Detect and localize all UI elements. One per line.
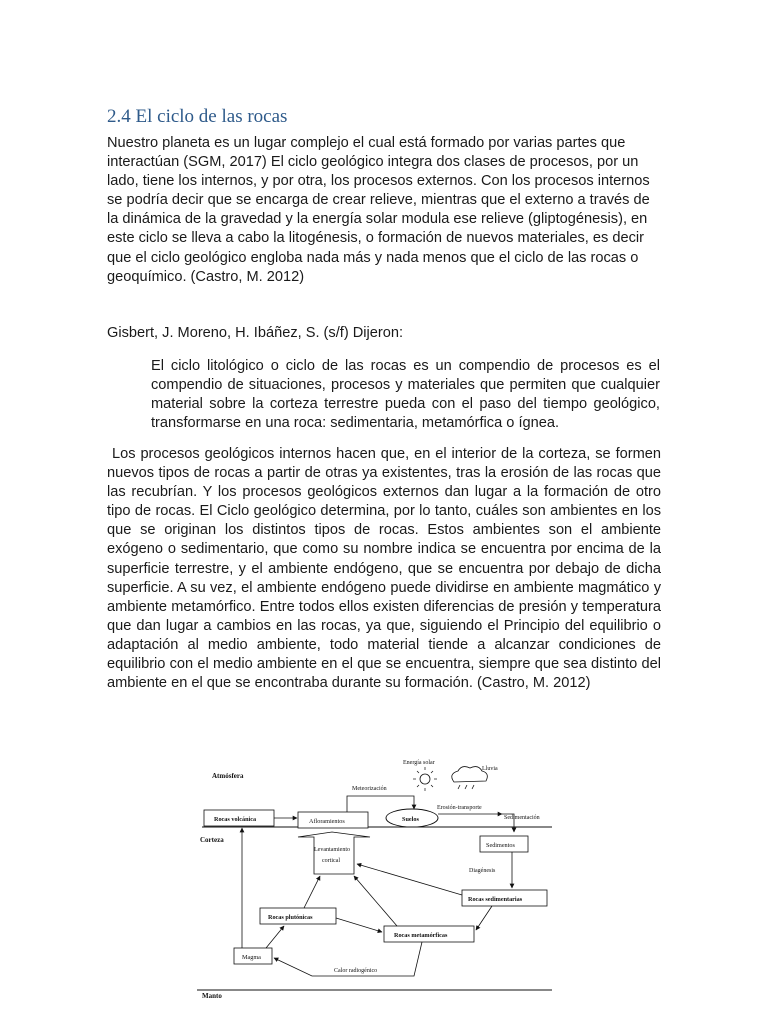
label-erosion-transporte: Erosión-transporte xyxy=(437,805,482,811)
label-calor-radiogenico: Calor radiogénico xyxy=(334,968,378,974)
arrow-levantamiento xyxy=(298,832,370,874)
label-sedimentos: Sedimentos xyxy=(486,842,515,849)
section-heading: 2.4 El ciclo de las rocas xyxy=(107,106,288,127)
label-levantamiento-2: cortical xyxy=(322,858,340,864)
sun-icon xyxy=(413,767,437,791)
label-rocas-metamorficas: Rocas metamórficas xyxy=(394,932,448,939)
label-rocas-plutonicas: Rocas plutónicas xyxy=(268,914,313,921)
label-corteza: Corteza xyxy=(200,836,224,844)
label-magma: Magma xyxy=(242,954,261,961)
label-meteorizacion: Meteorización xyxy=(352,786,387,792)
label-afloramientos: Afloramientos xyxy=(309,818,345,825)
label-rocas-sedimentarias: Rocas sedimentarias xyxy=(468,896,523,903)
label-atmosfera: Atmósfera xyxy=(212,772,244,780)
label-sedimentacion: Sedimentación xyxy=(504,815,540,821)
label-manto: Manto xyxy=(202,992,222,1000)
label-rocas-volcanica: Rocas volcánica xyxy=(214,816,257,823)
block-quote: El ciclo litológico o ciclo de las rocas es un compendio de procesos es el compendio de situaciones, procesos y materiales que permiten que cualquier material sobre la corteza terrestre pueda con el paso del tiempo geológico, transformarse en una roca: sedimentaria, metamórfica o ígnea. xyxy=(151,358,660,432)
label-levantamiento-1: Levantamiento xyxy=(314,847,350,853)
arrow-plutonicas-meta xyxy=(336,918,382,932)
rock-cycle-diagram xyxy=(192,752,562,1002)
arrow-sedim-levant xyxy=(357,864,462,895)
label-lluvia: Lluvia xyxy=(482,766,498,772)
paragraph-processes: Los procesos geológicos internos hacen que, en el interior de la corteza, se formen nuevos tipos de rocas a partir de otras ya existentes, tras la erosión de las rocas que las recubrían. Y los procesos geológicos externos dan lugar a la formación de otro tipo de rocas. El Ciclo geológico determina, por lo tanto, cuáles son ambientes en los que se originan los distintos tipos de rocas. Estos ambientes son el ambiente exógeno o sedimentario, que como su nombre indica se encuentra por encima de la superficie terrestre, y el ambiente endógeno, que se encuentra por debajo de dicha superficie. A su vez, el ambiente endógeno puede dividirse en ambiente magmático y ambiente metamórfico. Entre todos ellos existen diferencias de presión y temperatura que dan lugar a cambios en las rocas, ya que, siguiendo el Principio del equilibrio o adaptación al medio ambiente, todo material tiende a alcanzar condiciones de equilibrio con el medio ambiente en el que se encuentra, siempre que sea distinto del ambiente en el que se encontraba durante su formación. (Castro, M. 2012) xyxy=(107,446,661,692)
citation-line: Gisbert, J. Moreno, H. Ibáñez, S. (s/f) Dijeron: xyxy=(107,325,404,341)
arrow-meta-levant xyxy=(354,876,397,926)
arrow-plutonicas-levant xyxy=(304,876,320,908)
label-diagenesis: Diagénesis xyxy=(469,868,496,874)
paragraph-intro: Nuestro planeta es un lugar complejo el cual está formado por varias partes que interactúan (SGM, 2017) El ciclo geológico integra dos clases de procesos, por un lado, tiene los internos, y por otra, los procesos externos. Con los procesos internos se podría decir que se encarga de crear relieve, mientras que el externo a través de la dinámica de la gravedad y la energía solar modula ese relieve (gliptogénesis), en este ciclo se lleva a cabo la litogénesis, o formación de nuevos materiales, es decir que el ciclo geológico engloba nada más y nada menos que el ciclo de las rocas o geoquímico. (Castro, M. 2012) xyxy=(107,135,650,285)
label-suelos: Suelos xyxy=(402,816,419,823)
arrow-magma-plutonicas xyxy=(266,926,284,948)
arrow-sedim-meta xyxy=(476,906,492,930)
label-energia-solar: Energía solar xyxy=(403,760,435,766)
